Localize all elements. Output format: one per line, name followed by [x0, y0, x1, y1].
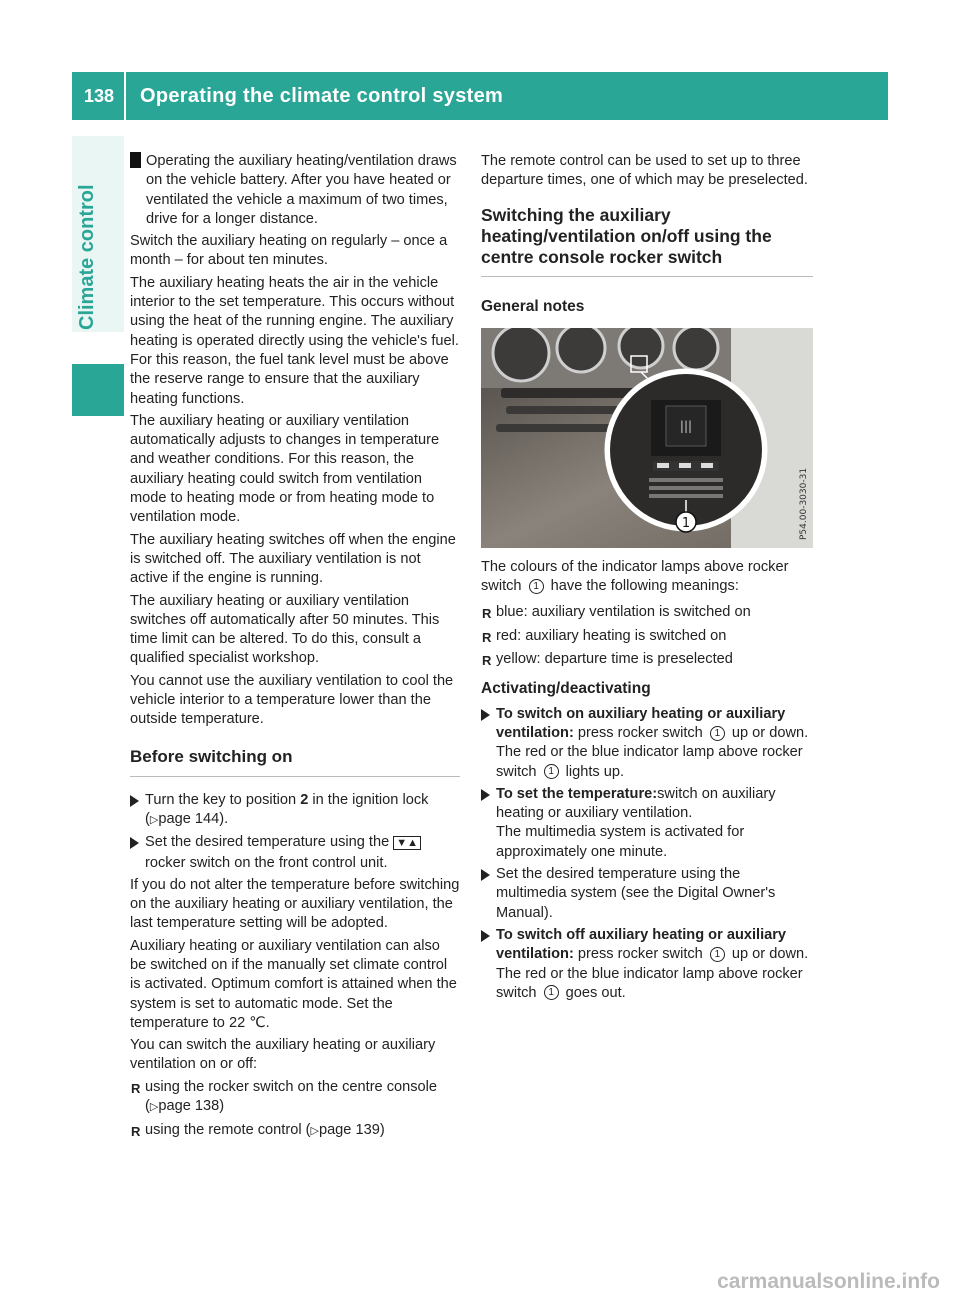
page-reference-link[interactable]: page 139: [318, 1122, 380, 1139]
warning-icon: !: [130, 152, 141, 168]
callout-1-icon: 1: [544, 985, 559, 1000]
paragraph: You can switch the auxiliary heating or auxiliary ventilation on or off:: [130, 1037, 436, 1073]
side-marker: [72, 364, 124, 416]
list-item: R red: auxiliary heating is switched on: [481, 627, 813, 646]
bullet-icon: R: [482, 629, 492, 645]
instruction-step: To switch on auxiliary heating or auxiliary ventilation: press rocker switch 1 up or down. The red or the blue indicator lamp above rocker switch 1 lights up.: [481, 705, 813, 782]
page-title: Operating the climate control system: [140, 84, 504, 107]
page-reference-link[interactable]: page 144: [158, 810, 220, 827]
callout-1-icon: 1: [544, 764, 559, 779]
instruction-step: To switch off auxiliary heating or auxiliary ventilation: press rocker switch 1 up or down. The red or the blue indicator lamp above rocker switch 1 goes out.: [481, 926, 813, 1003]
callout-1-icon: 1: [529, 579, 544, 594]
step-arrow-icon: [481, 930, 490, 942]
bullet-icon: R: [131, 1124, 141, 1140]
key-position: 2: [300, 791, 309, 808]
list-item: R blue: auxiliary ventilation is switched on: [481, 603, 813, 622]
instruction-step: Set the desired temperature using the multimedia system (see the Digital Owner's Manual).: [481, 865, 813, 923]
section-heading-before-switching-on: Before switching on: [130, 746, 460, 777]
callout-number: 1: [681, 515, 691, 531]
page-ref-icon: ▷: [310, 1125, 319, 1138]
paragraph: The auxiliary heating switches off when the engine is switched off. The auxiliary ventilation is not active if the engine is running.: [130, 531, 456, 587]
list-item: R using the remote control (▷page 139): [130, 1121, 460, 1141]
section-heading-rocker-switch: Switching the auxiliary heating/ventilation on/off using the centre console rocker switch: [481, 205, 813, 277]
page-ref-icon: ▷: [149, 813, 159, 826]
rocker-switch-illustration: [481, 328, 813, 548]
step-arrow-icon: [130, 795, 139, 807]
paragraph: The colours of the indicator lamps above rocker switch 1 have the following meanings:: [481, 558, 789, 595]
svg-text:|||: |||: [679, 418, 693, 433]
page-reference-link[interactable]: page 138: [158, 1098, 220, 1115]
image-code: P54.00-3030-31: [799, 467, 809, 540]
right-column: [481, 152, 813, 1006]
page-number: 138: [84, 85, 115, 106]
left-column: [125, 152, 460, 1146]
instruction-step: Set the desired temperature using the ▼▲ rocker switch on the front control unit.: [130, 833, 460, 873]
section-side-label: Climate control: [76, 184, 98, 330]
step-arrow-icon: [481, 869, 490, 881]
subheading-activating: Activating/deactivating: [481, 680, 651, 698]
instruction-step: To set the temperature:switch on auxiliary heating or auxiliary ventilation. The multimedia system is activated for approximately one minute.: [481, 785, 813, 862]
temperature-rocker-icon: ▼▲: [393, 836, 421, 850]
page-ref-icon: ▷: [149, 1101, 159, 1114]
paragraph: Switch the auxiliary heating on regularly – once a month – for about ten minutes.: [130, 233, 448, 269]
subheading-general-notes: General notes: [481, 297, 585, 315]
paragraph: If you do not alter the temperature before switching on the auxiliary heating or auxiliary ventilation, the last temperature setting will be adopted.: [130, 876, 460, 932]
watermark-brand: carmanualsonline.info: [717, 1270, 940, 1293]
step-arrow-icon: [130, 837, 139, 849]
paragraph: Auxiliary heating or auxiliary ventilation can also be switched on if the manually set climate control is activated. Optimum comfort is attained when the system is set to automatic mode. Set the temperature to 22 ℃.: [130, 937, 457, 1031]
rocker-switch-photo: [481, 328, 813, 548]
warning-text: Operating the auxiliary heating/ventilation draws on the vehicle battery. After you have heated or ventilated the vehicle a maximum of two times, drive for a longer distance.: [146, 153, 457, 227]
paragraph: You cannot use the auxiliary ventilation to cool the vehicle interior to a temperature lower than the outside temperature.: [130, 672, 454, 728]
paragraph: The auxiliary heating heats the air in the vehicle interior to the set temperature. This occurs without using the heat of the running engine. The auxiliary heating is operated directly using the vehicle's fuel. For this reason, the fuel tank level must be above the reserve range to ensure that the auxiliary heating functions.: [130, 274, 459, 407]
paragraph: The auxiliary heating or auxiliary ventilation switches off automatically after 50 minutes. This time limit can be altered. To do this, consult a qualified specialist workshop.: [130, 592, 440, 667]
step-arrow-icon: [481, 789, 490, 801]
bullet-icon: R: [131, 1080, 141, 1096]
bullet-icon: R: [482, 653, 492, 669]
instruction-step: Turn the key to position 2 in the ignition lock (▷page 144).: [130, 791, 460, 831]
paragraph: The remote control can be used to set up to three departure times, one of which may be preselected.: [481, 153, 808, 189]
callout-1-icon: 1: [710, 726, 725, 741]
step-arrow-icon: [481, 709, 490, 721]
bullet-icon: R: [482, 606, 492, 622]
callout-1-icon: 1: [710, 947, 725, 962]
warning-note: [125, 152, 460, 229]
page-header: [72, 72, 888, 120]
list-item: R using the rocker switch on the centre console (▷page 138): [131, 1078, 438, 1115]
paragraph: The auxiliary heating or auxiliary ventilation automatically adjusts to changes in temperature and weather conditions. For this reason, the auxiliary heating could switch from ventilation mode to heating mode or from heating mode to ventilation mode.: [130, 412, 440, 526]
list-item: R yellow: departure time is preselected: [481, 650, 813, 669]
